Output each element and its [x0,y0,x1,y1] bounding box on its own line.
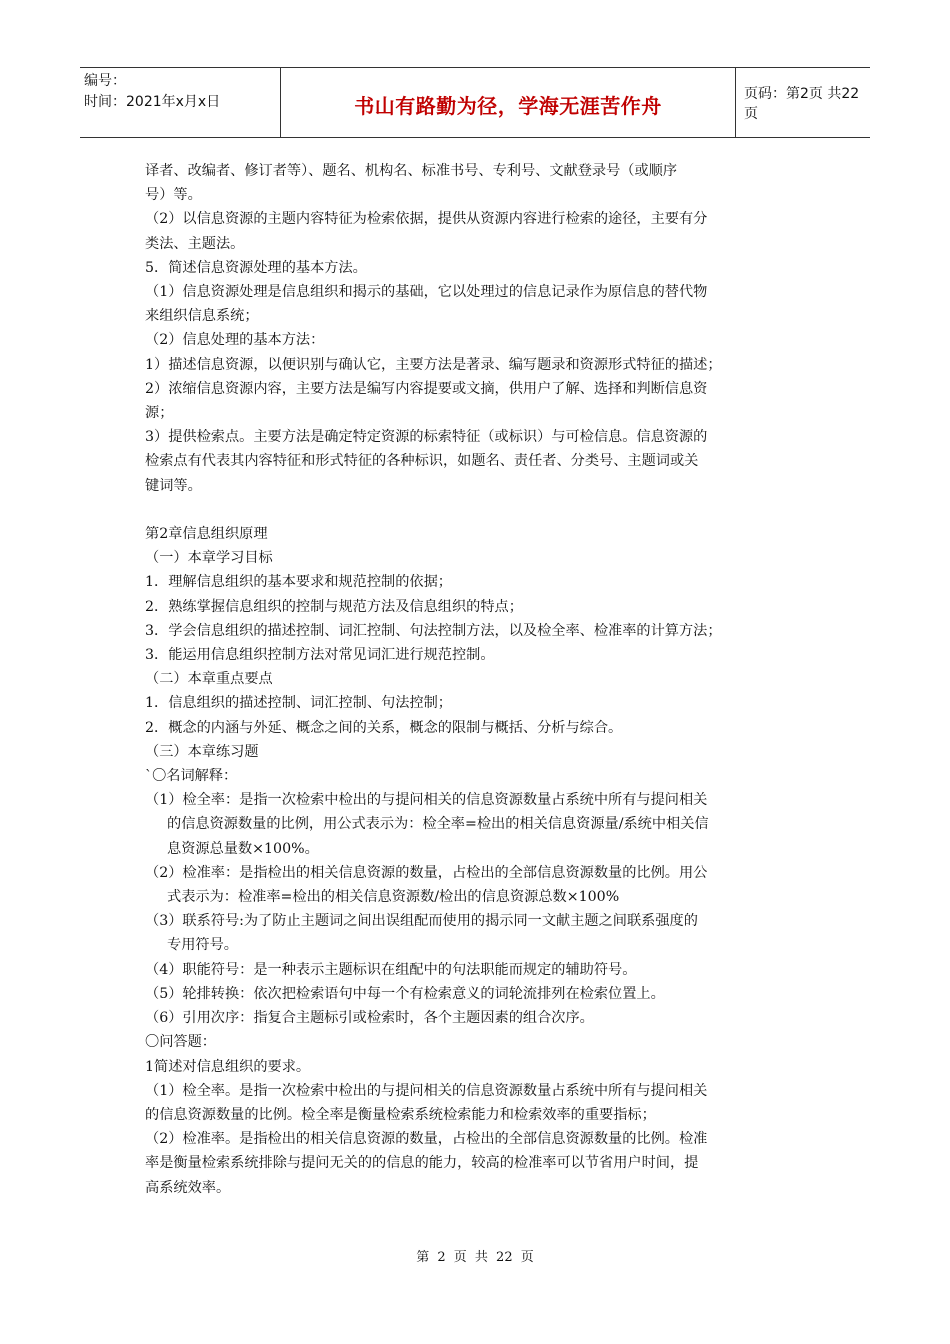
text-line: （2）以信息资源的主题内容特征为检索依据，提供从资源内容进行检索的途径，主要有分 [145,211,708,228]
text-line: 的信息资源数量的比例。检全率是衡量检索系统检索能力和检索效率的重要指标； [145,1106,656,1123]
text-line: （1）信息资源处理是信息组织和揭示的基础，它以处理过的信息记录作为原信息的替代物 [145,284,708,301]
text-line: （2）信息处理的基本方法： [145,332,325,349]
text-line: 1）描述信息资源，以便识别与确认它，主要方法是著录、编写题录和资源形式特征的描述； [145,356,722,373]
blank-line [145,498,811,522]
text-line: （5）轮排转换：依次把检索语句中每一个有检索意义的词轮流排列在检索位置上。 [145,985,665,1002]
header-meta [80,68,280,137]
page-footer: 第 2 页 共 22 页 [416,1250,534,1265]
text-line: 1简述对信息组织的要求。 [145,1058,311,1075]
text-line: 3．能运用信息组织控制方法对常见词汇进行规范控制。 [145,647,495,664]
section-heading: （一）本章学习目标 [145,550,273,567]
text-line: 专用符号。 [167,937,238,954]
text-line: 来组织信息系统； [145,308,259,325]
text-line: `〇名词解释： [145,768,238,785]
text-line: 息资源总量数×100%。 [167,840,319,857]
text-line: 3）提供检索点。主要方法是确定特定资源的标索特征（或标识）与可检信息。信息资源的 [145,429,708,446]
text-line: （1）检全率：是指一次检索中检出的与提问相关的信息资源数量占系统中所有与提问相关 [145,792,708,809]
text-line: 2．概念的内涵与外延、概念之间的关系，概念的限制与概括、分析与综合。 [145,719,623,736]
number-label: 编号： [84,73,126,89]
document-body [145,159,811,1200]
text-line: 率是衡量检索系统排除与提问无关的的信息的能力，较高的检准率可以节省用户时间，提 [145,1155,699,1172]
text-line: 5．简述信息资源处理的基本方法。 [145,259,367,276]
text-line: 检索点有代表其内容特征和形式特征的各种标识，如题名、责任者、分类号、主题词或关 [145,453,699,470]
text-line: 源； [145,405,174,422]
section-heading: （二）本章重点要点 [145,671,273,688]
text-line: （2）检准率。是指检出的相关信息资源的数量，占检出的全部信息资源数量的比例。检准 [145,1131,708,1148]
motto: 书山有路勤为径，学海无涯苦作舟 [280,68,736,137]
text-line: （6）引用次序：指复合主题标引或检索时，各个主题因素的组合次序。 [145,1010,594,1027]
chapter-title: 第2章信息组织原理 [145,526,268,543]
text-line: （2）检准率：是指检出的相关信息资源的数量，占检出的全部信息资源数量的比例。用公 [145,864,708,881]
page-label: 页码：第2页 共22页 [744,85,860,122]
page-header [80,67,870,138]
text-line: （1）检全率。是指一次检索中检出的与提问相关的信息资源数量占系统中所有与提问相关 [145,1082,708,1099]
text-line: 类法、主题法。 [145,235,245,252]
text-line: 3．学会信息组织的描述控制、词汇控制、句法控制方法，以及检全率、检准率的计算方法； [145,622,722,639]
text-line: 的信息资源数量的比例，用公式表示为：检全率=检出的相关信息资源量/系统中相关信 [167,816,709,833]
text-line: 〇问答题： [145,1034,216,1051]
text-line: 号）等。 [145,187,202,204]
text-line: （3）联系符号:为了防止主题词之间出误组配而使用的揭示同一文献主题之间联系强度的 [145,913,698,930]
time-label: 时间：2021年x月x日 [84,94,221,110]
section-heading: （三）本章练习题 [145,743,259,760]
text-line: 键词等。 [145,477,202,494]
text-line: （4）职能符号：是一种表示主题标识在组配中的句法职能而规定的辅助符号。 [145,961,637,978]
text-line: 2）浓缩信息资源内容，主要方法是编写内容提要或文摘，供用户了解、选择和判断信息资 [145,380,708,397]
text-line: 式表示为：检准率=检出的相关信息资源数/检出的信息资源总数×100% [167,889,620,906]
text-line: 高系统效率。 [145,1179,231,1196]
text-line: 1．理解信息组织的基本要求和规范控制的依据； [145,574,452,591]
text-line: 1．信息组织的描述控制、词汇控制、句法控制； [145,695,452,712]
text-line: 译者、改编者、修订者等）、题名、机构名、标准书号、专利号、文献登录号（或顺序 [145,163,678,179]
text-line: 2．熟练掌握信息组织的控制与规范方法及信息组织的特点； [145,598,523,615]
